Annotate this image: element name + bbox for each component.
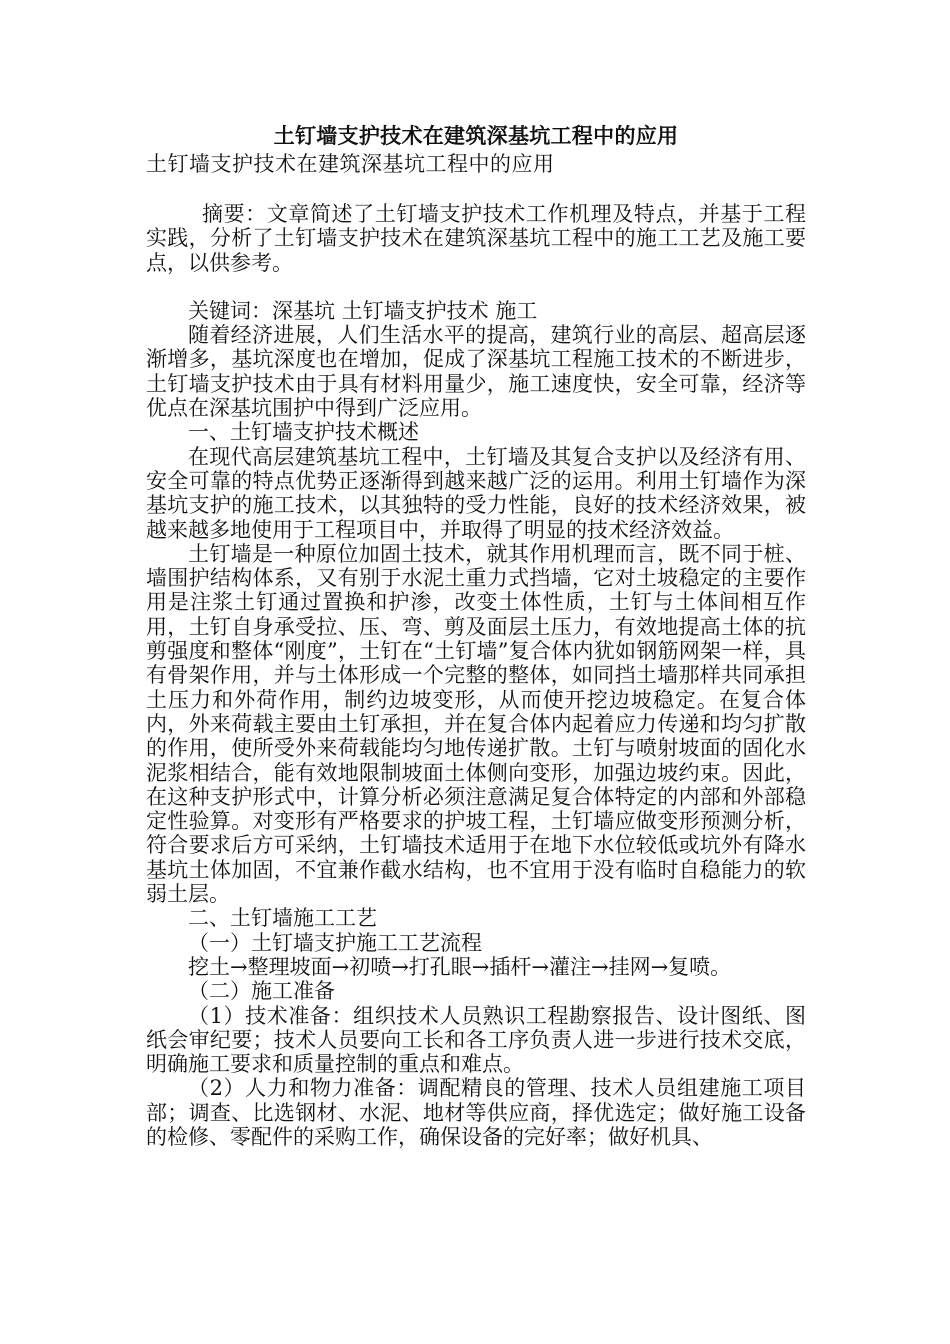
intro-paragraph: 随着经济进展，人们生活水平的提高，建筑行业的高层、超高层逐渐增多，基坑深度也在增加，促成了深基坑工程施工技术的不断进步，土钉墙支护技术由于具有材料用量少，施工速度快，安全可靠，经济等优点在深基坑围护中得到广泛应用。 bbox=[146, 323, 806, 421]
section-heading-2: 二、土钉墙施工工艺 bbox=[188, 906, 377, 931]
body-paragraph: 在现代高层建筑基坑工程中，土钉墙及其复合支护以及经济有用、安全可靠的特点优势正逐渐得到越来越广泛的运用。利用土钉墙作为深基坑支护的施工技术，以其独特的受力性能，良好的技术经济效果，被越来越多地使用于工程项目中，并取得了明显的技术经济效益。 bbox=[146, 444, 806, 542]
process-flow-line: 挖土→整理坡面→初喷→打孔眼→插杆→灌注→挂网→复喷。 bbox=[188, 954, 732, 979]
document-body bbox=[146, 122, 806, 1149]
document-title: 土钉墙支护技术在建筑深基坑工程中的应用 bbox=[273, 123, 679, 148]
subsection-heading: （二）施工准备 bbox=[188, 979, 335, 1004]
keywords-line: 关键词：深基坑 土钉墙支护技术 施工 bbox=[188, 298, 538, 323]
blank-line bbox=[146, 275, 806, 299]
body-paragraph: （2）人力和物力准备：调配精良的管理、技术人员组建施工项目部；调查、比选钢材、水泥、地材等供应商，择优选定；做好施工设备的检修、零配件的采购工作，确保设备的完好率；做好机具、 bbox=[146, 1076, 806, 1149]
body-paragraph: 土钉墙是一种原位加固土技术，就其作用机理而言，既不同于桩、墙围护结构体系，又有别于水泥土重力式挡墙，它对土坡稳定的主要作用是注浆土钉通过置换和护渗，改变土体性质，土钉与土体间相互作用，土钉自身承受拉、压、弯、剪及面层土压力，有效地提高土体的抗剪强度和整体“刚度”，土钉在“土钉墙”复合体内犹如钢筋网架一样，具有骨架作用，并与土体形成一个完整的整体，如同挡土墙那样共同承担土压力和外荷作用，制约边坡变形，从而使开挖边坡稳定。在复合体内，外来荷载主要由土钉承担，并在复合体内起着应力传递和均匀扩散的作用，使所受外来荷载能均匀地传递扩散。土钉与喷射坡面的固化水泥浆相结合，能有效地限制坡面土体侧向变形，加强边坡约束。因此，在这种支护形式中，计算分析必须注意满足复合体特定的内部和外部稳定性验算。对变形有严格要求的护坡工程，土钉墙应做变形预测分析，符合要求后方可采纳，土钉墙技术适用于在地下水位较低或坑外有降水基坑土体加固，不宜兼作截水结构，也不宜用于没有临时自稳能力的软弱土层。 bbox=[146, 541, 806, 907]
section-heading-1: 一、土钉墙支护技术概述 bbox=[188, 420, 419, 445]
subsection-heading: （一）土钉墙支护施工工艺流程 bbox=[188, 930, 482, 955]
abstract-paragraph: 摘要：文章简述了土钉墙支护技术工作机理及特点，并基于工程实践，分析了土钉墙支护技术在建筑深基坑工程中的施工工艺及施工要点，以供参考。 bbox=[146, 202, 806, 275]
document-subtitle: 土钉墙支护技术在建筑深基坑工程中的应用 bbox=[146, 152, 555, 176]
body-paragraph: （1）技术准备：组织技术人员熟识工程勘察报告、设计图纸、图纸会审纪要；技术人员要向工长和各工序负责人进一步进行技术交底，明确施工要求和质量控制的重点和难点。 bbox=[146, 1003, 806, 1077]
blank-line bbox=[146, 178, 806, 202]
